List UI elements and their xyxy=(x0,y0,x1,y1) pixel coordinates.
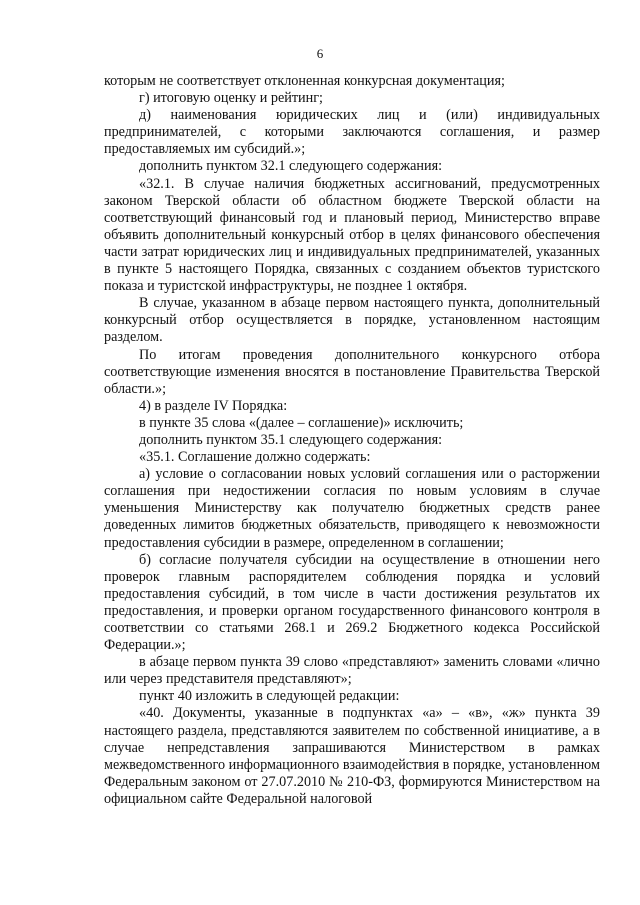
paragraph: дополнить пунктом 32.1 следующего содержания: xyxy=(139,158,443,175)
paragraph: а) условие о согласовании новых условий соглашения или о расторжении соглашения при недостижении согласия по новым условиям в случае уменьшения Министерству как получателю бюджетных средств ранее доведенных лимитов бюджетных обязательств, приводящего к невозможности предоставления субсидии в размере, определенном в соглашении; xyxy=(104,466,600,551)
paragraph: пункт 40 изложить в следующей редакции: xyxy=(139,688,400,705)
paragraph: г) итоговую оценку и рейтинг; xyxy=(139,90,323,107)
paragraph: «40. Документы, указанные в подпунктах «а» – «в», «ж» пункта 39 настоящего раздела, представляются заявителем по собственной инициативе, а в случае непредставления запрашиваются Министерством в рамках межведомственного информационного взаимодействия в порядке, установленном Федеральным законом от 27.07.2010 № 210-ФЗ, формируются Министерством на официальном сайте Федеральной налоговой xyxy=(104,705,600,807)
page-number: 6 xyxy=(316,46,324,61)
paragraph: д) наименования юридических лиц и (или) индивидуальных предпринимателей, с которыми заключаются соглашения, и размер предоставляемых им субсидий.»; xyxy=(104,107,600,158)
paragraph: в абзаце первом пункта 39 слово «представляют» заменить словами «лично или через представителя представляют»; xyxy=(104,654,600,688)
paragraph: б) согласие получателя субсидии на осуществление в отношении него проверок главным распорядителем соблюдения порядка и условий предоставления субсидий, в том числе в части достижения результатов их предоставления, и проверки органом государственного финансового контроля в соответствии со статьями 268.1 и 269.2 Бюджетного кодекса Российской Федерации.»; xyxy=(104,551,600,654)
paragraph: которым не соответствует отклоненная конкурсная документация; xyxy=(104,73,505,89)
paragraph: В случае, указанном в абзаце первом настоящего пункта, дополнительный конкурсный отбор осуществляется в порядке, установленном настоящим разделом. xyxy=(104,295,600,346)
paragraph: дополнить пунктом 35.1 следующего содержания: xyxy=(139,431,443,448)
document-body xyxy=(104,73,600,808)
paragraph: «35.1. Соглашение должно содержать: xyxy=(139,449,371,466)
paragraph: «32.1. В случае наличия бюджетных ассигнований, предусмотренных законом Тверской области об областном бюджете Тверской области на соответствующий финансовый год и плановый период, Министерство вправе объявить дополнительный конкурсный отбор в целях финансового обеспечения части затрат юридических лиц и индивидуальных предпринимателей, указанных в пункте 5 настоящего Порядка, связанных с созданием объектов туристского показа и туристской инфраструктуры, не позднее 1 октября. xyxy=(104,175,600,295)
paragraph: 4) в разделе IV Порядка: xyxy=(139,397,288,414)
paragraph: По итогам проведения дополнительного конкурсного отбора соответствующие изменения вносятся в постановление Правительства Тверской области.»; xyxy=(104,346,600,397)
paragraph: в пункте 35 слова «(далее – соглашение)» исключить; xyxy=(139,414,464,431)
